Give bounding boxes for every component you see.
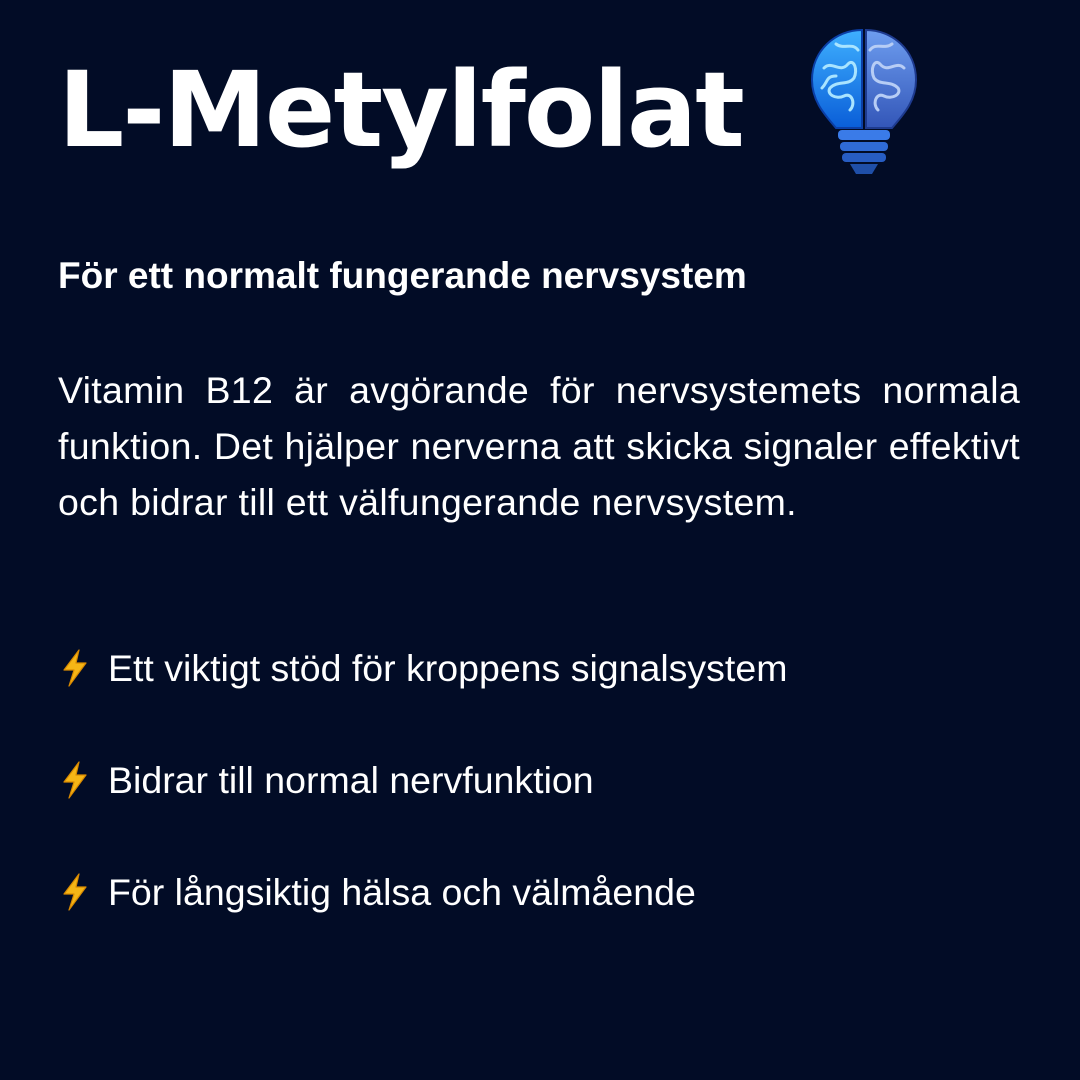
page-title: L-Metylfolat xyxy=(58,49,743,171)
list-item xyxy=(58,644,1020,692)
brain-lightbulb-icon xyxy=(796,20,932,180)
lightning-icon xyxy=(58,872,92,912)
list-item-text: Bidrar till normal nervfunktion xyxy=(108,759,594,801)
lightning-icon xyxy=(58,648,92,688)
list-item-text: För långsiktig hälsa och välmående xyxy=(108,871,696,913)
list-item xyxy=(58,868,1020,916)
body-paragraph: Vitamin B12 är avgörande för nervsystemets normala funktion. Det hjälper nerverna att skicka signaler effektivt och bidrar till ett välfungerande nervsystem. xyxy=(58,369,1020,523)
title-row xyxy=(58,30,743,190)
subtitle: För ett normalt fungerande nervsystem xyxy=(58,255,747,296)
lightning-icon xyxy=(58,760,92,800)
list-item-text: Ett viktigt stöd för kroppens signalsystem xyxy=(108,647,788,689)
list-item xyxy=(58,756,1020,804)
